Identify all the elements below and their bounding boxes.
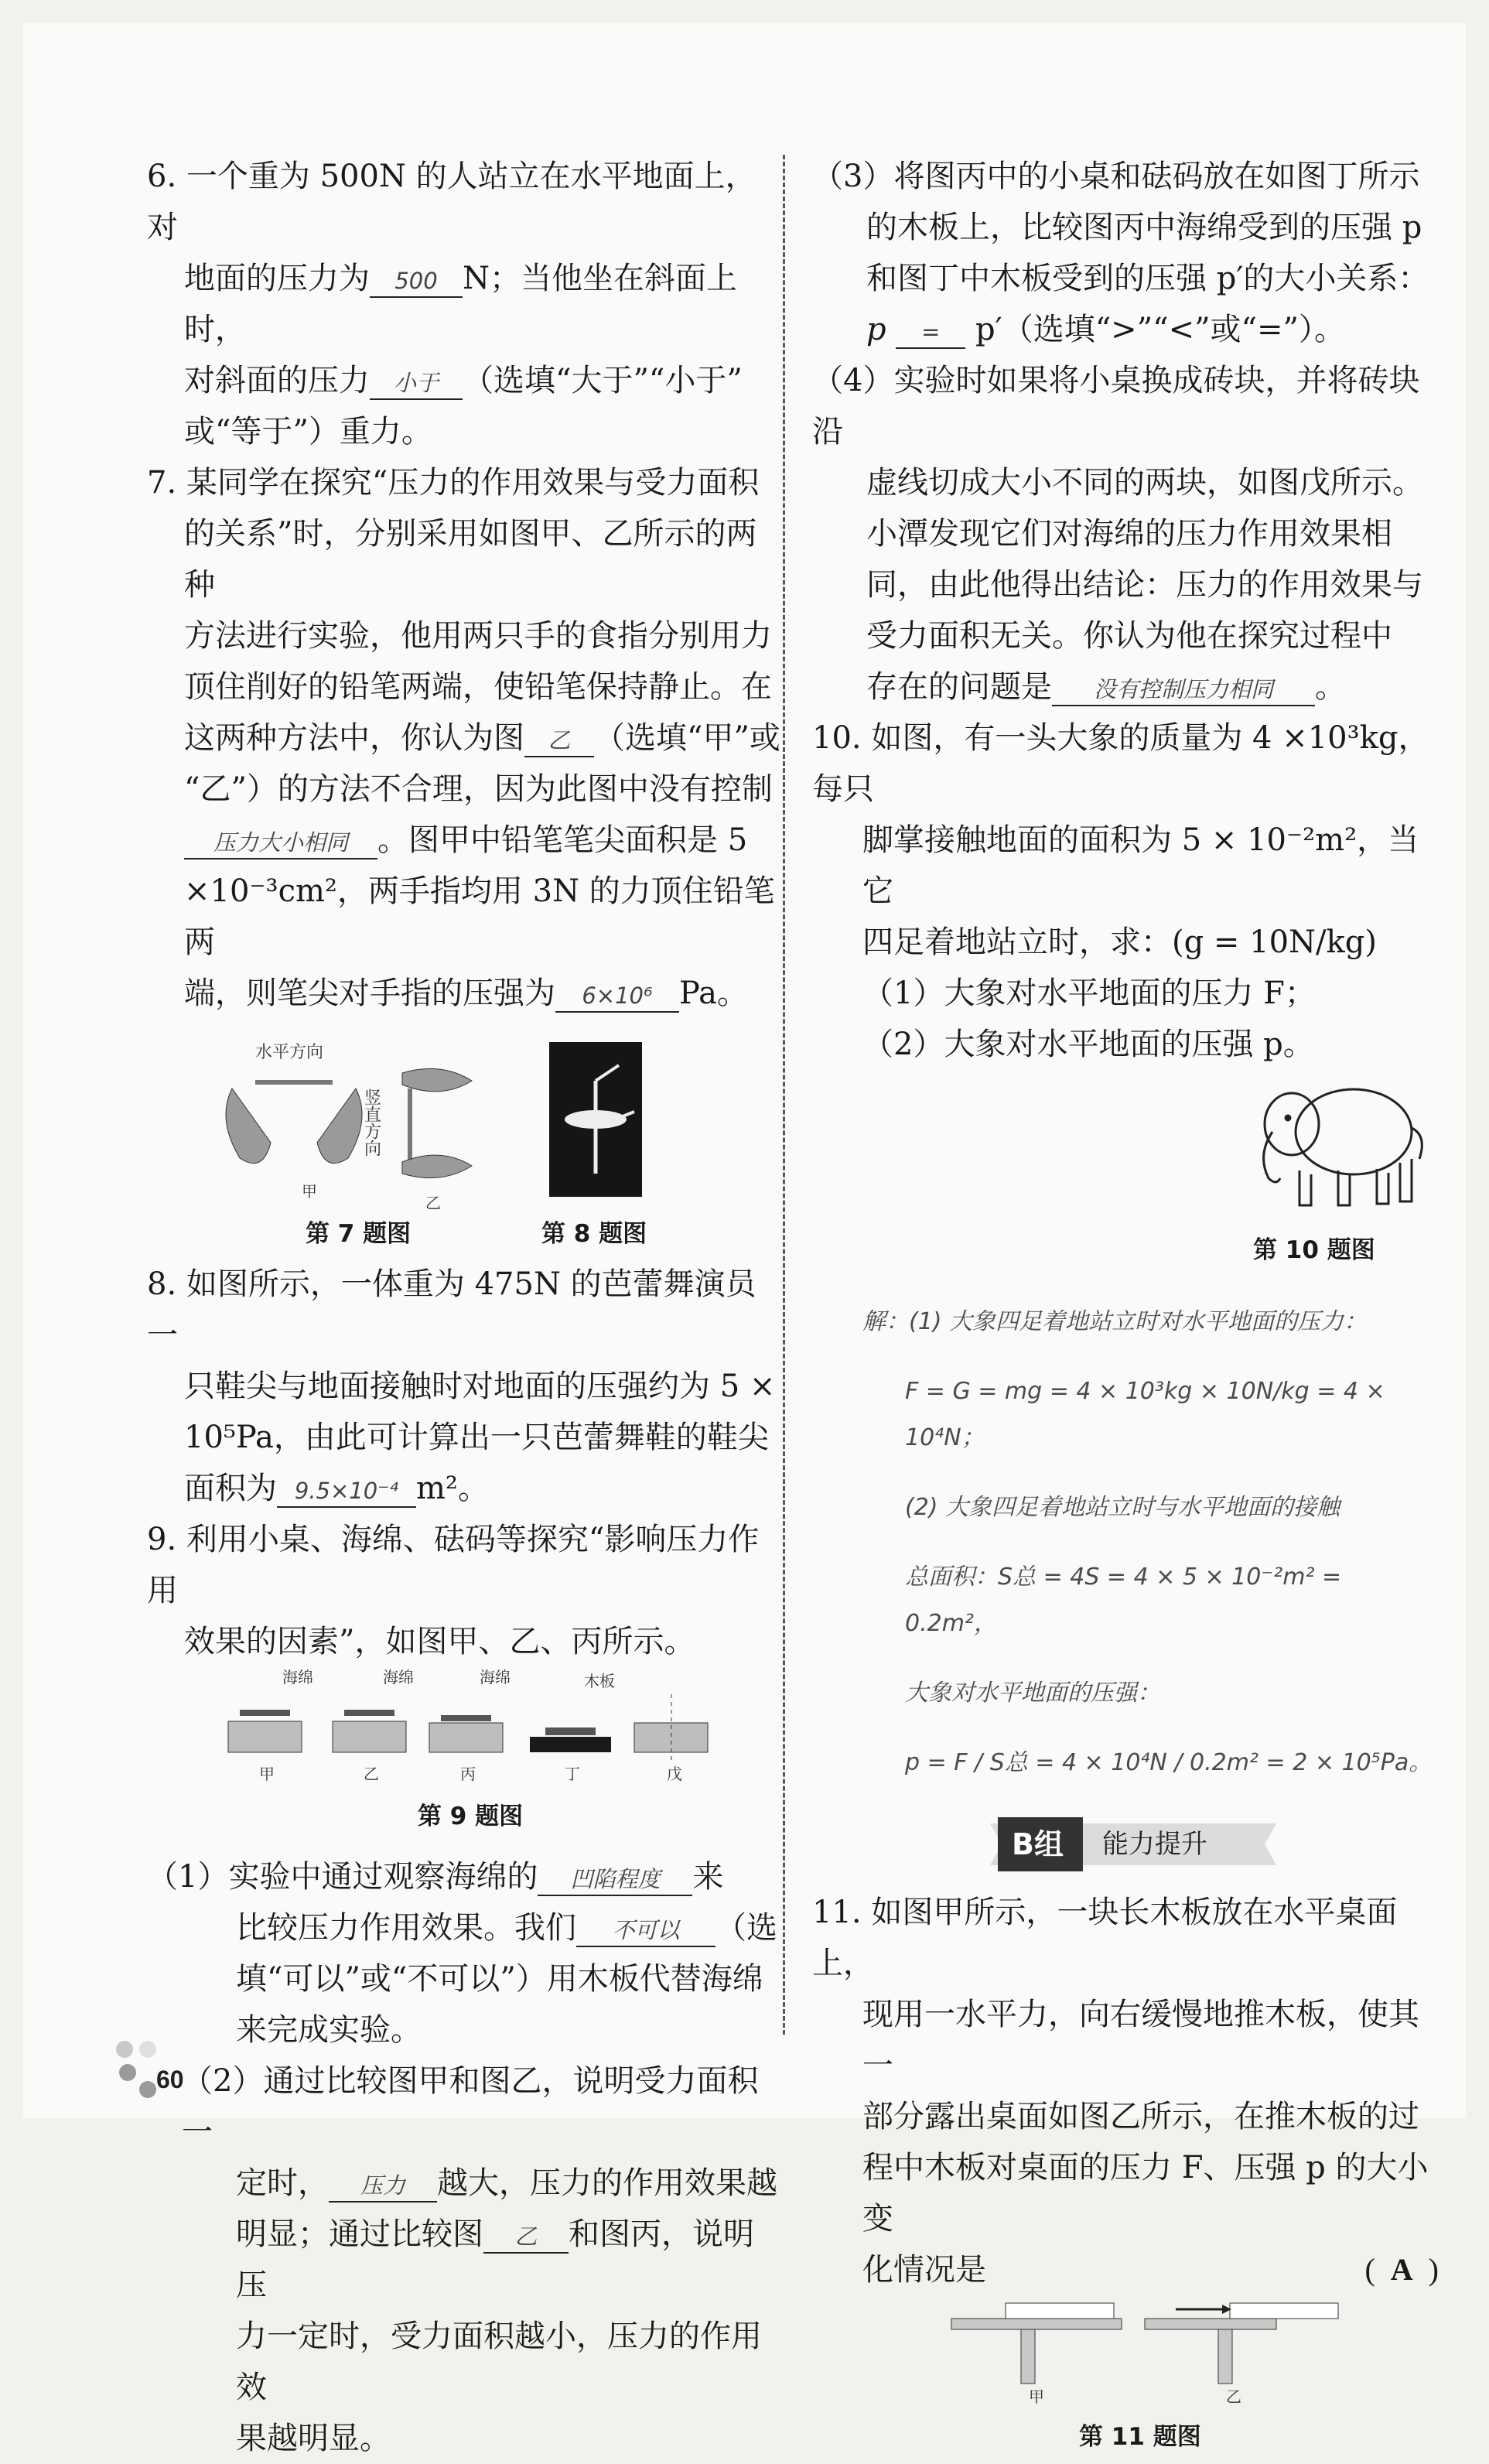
hand-left-icon (226, 1088, 271, 1164)
figure-11-illustration (812, 2295, 1439, 2404)
q9-answer-blank-5: = (896, 316, 965, 349)
hand-bottom-icon (402, 1155, 472, 1178)
q6-line: 6. 一个重为 500N 的人站立在水平地面上，对 (147, 159, 756, 245)
q6-line: 或“等于”）重力。 (184, 414, 432, 449)
q10-line: （2）大象对水平地面的压强 p。 (862, 1027, 1314, 1062)
table-yi (1145, 2319, 1276, 2329)
stool-yi (344, 1710, 394, 1716)
figure-9-illustration (147, 1667, 781, 1783)
q11-line: 程中木板对桌面的压力 F、压强 p 的大小变 (862, 2150, 1429, 2237)
fig9-label-sponge-1: 海绵 (282, 1668, 313, 1687)
q8-text: m²。 (416, 1471, 489, 1506)
caption-figure-9: 第 9 题图 (418, 1803, 524, 1830)
q9-answer-blank-6: 没有控制压力相同 (1052, 674, 1315, 706)
fig7-label-horizontal: 水平方向 (255, 1043, 324, 1062)
q8-answer-blank: 9.5×10⁻⁴ (277, 1475, 416, 1508)
q9-text: 存在的问题是 (866, 669, 1052, 705)
fig11-label-jia: 甲 (1029, 2387, 1044, 2404)
sponge-yi (333, 1721, 406, 1752)
q9-line: 和图丁中木板受到的压强 p′的大小关系： (866, 261, 1429, 296)
q6-answer-blank-1: 500 (370, 265, 463, 298)
caption-figure-7: 第 7 题图 (306, 1220, 412, 1248)
q9-line: 来完成实验。 (236, 2012, 422, 2048)
q7-line: 7. 某同学在探究“压力的作用效果与受力面积 (147, 465, 760, 501)
q8-line: 8. 如图所示，一体重为 475N 的芭蕾舞演员一 (147, 1266, 756, 1353)
q9-line: （4）实验时如果将小桌换成砖块，并将砖块沿 (812, 363, 1420, 449)
stool-jia (240, 1710, 290, 1716)
q9-line: 填“可以”或“不可以”）用木板代替海绵 (236, 1961, 763, 1997)
q9-line: 效果的因素”，如图甲、乙、丙所示。 (184, 1624, 695, 1659)
caption-figure-8: 第 8 题图 (541, 1220, 647, 1248)
q10-solution (812, 1299, 1439, 1786)
caption-figure-10: 第 10 题图 (1253, 1236, 1375, 1264)
q7-answer-blank-2: 压力大小相同 (184, 827, 377, 859)
q9-text: 定时， (236, 2165, 329, 2201)
column-divider (783, 155, 785, 2035)
question-8 (147, 1259, 781, 1514)
q11-answer: A (1390, 2252, 1413, 2287)
q9-text: 明显；通过比较图 (236, 2216, 483, 2252)
solution-line: 解：(1) 大象四足着地站立时对水平地面的压力： (862, 1308, 1368, 1335)
hand-top-icon (402, 1068, 472, 1092)
q9-answer-blank-4: 乙 (483, 2221, 569, 2254)
left-column (147, 151, 781, 2464)
section-b-banner (990, 1817, 1276, 1871)
fig11-label-yi: 乙 (1226, 2387, 1241, 2404)
q9-line: 的木板上，比较图丙中海绵受到的压强 p (866, 210, 1422, 245)
fig9-label-yi: 乙 (364, 1765, 379, 1783)
q9-answer-blank-1: 凹陷程度 (538, 1864, 692, 1896)
fig7-label-vertical: 竖直方向 (361, 1088, 381, 1157)
hex-decoration (116, 2041, 133, 2058)
q9-line: 9. 利用小桌、海绵、砝码等探究“影响压力作用 (147, 1522, 760, 1608)
question-9 (147, 1514, 781, 2464)
solution-line: 总面积：S总 = 4S = 4 × 5 × 10⁻²m² = 0.2m²， (905, 1563, 1342, 1637)
right-column (812, 151, 1439, 2462)
hex-decoration (139, 2081, 156, 2098)
figure-9 (147, 1667, 781, 1783)
q7-text: 端，则笔尖对手指的压强为 (184, 976, 555, 1011)
q11-line: 部分露出桌面如图乙所示，在推木板的过 (862, 2099, 1419, 2134)
q11-answer-bracket: ( A ) (1364, 2252, 1439, 2287)
q7-text: 。图甲中铅笔笔尖面积是 5 (377, 822, 748, 858)
q8-line: 10⁵Pa，由此可计算出一只芭蕾舞鞋的鞋尖 (184, 1420, 769, 1455)
stool-bing (441, 1715, 491, 1721)
caption-figure-11: 第 11 题图 (1079, 2423, 1201, 2451)
q9-answer-blank-3: 压力 (329, 2170, 437, 2203)
q6-text: 对斜面的压力 (184, 363, 370, 398)
solution-line: (2) 大象四足着地站立时与水平地面的接触 (905, 1494, 1340, 1521)
q9-text: 和图丙，说明压 (236, 2216, 754, 2303)
q9-line: 果越明显。 (236, 2421, 391, 2456)
q8-line: 只鞋尖与地面接触时对地面的压强约为 5 × (184, 1369, 776, 1404)
fig9-label-sponge-3: 海绵 (480, 1668, 511, 1687)
q9-line: （2）通过比较图甲和图乙，说明受力面积一 (182, 2063, 759, 2150)
figure-11 (812, 2295, 1439, 2404)
q9-line: 受力面积无关。你认为他在探究过程中 (866, 618, 1392, 654)
q7-answer-blank-1: 乙 (524, 725, 594, 757)
q9-line: 力一定时，受力面积越小，压力的作用效 (236, 2319, 762, 2405)
q6-text: N；当他坐在斜面上时， (184, 261, 737, 347)
fig9-label-bing: 丙 (460, 1765, 476, 1783)
q9-line: 同，由此他得出结论：压力的作用效果与 (866, 567, 1423, 603)
q9-text: p (866, 312, 886, 347)
q11-line: 现用一水平力，向右缓慢地推木板，使其一 (862, 1997, 1419, 2083)
board-ding (530, 1737, 611, 1752)
hex-decoration (119, 2064, 136, 2081)
q9-text: （1）实验中通过观察海绵的 (147, 1859, 538, 1895)
q7-answer-blank-3: 6×10⁶ (555, 980, 679, 1013)
solution-line: p = F / S总 = 4 × 10⁴N / 0.2m² = 2 × 10⁵Pa。 (905, 1749, 1433, 1776)
fig7-label-yi: 乙 (425, 1194, 441, 1212)
q7-text: 这两种方法中，你认为图 (184, 720, 524, 756)
fig9-label-ding: 丁 (565, 1765, 580, 1783)
figure-7-illustration (147, 1034, 781, 1243)
q9-line: 虚线切成大小不同的两块，如图戊所示。 (866, 465, 1423, 501)
q6-text: 地面的压力为 (184, 261, 370, 296)
q10-line: 四足着地站立时，求：(g = 10N/kg) (862, 924, 1377, 960)
q9-text: 比较压力作用效果。我们 (236, 1910, 576, 1946)
q7-line: ×10⁻³cm²，两手指均用 3N 的力顶住铅笔两 (184, 873, 775, 960)
q11-text: 化情况是 (862, 2252, 986, 2288)
q11-line: 11. 如图甲所示，一块长木板放在水平桌面上， (812, 1895, 1398, 1981)
page-number: 60 (156, 2066, 184, 2093)
sponge-jia (228, 1721, 302, 1752)
q9-text: 越大，压力的作用效果越 (437, 2165, 777, 2201)
q7-line: 方法进行实验，他用两只手的食指分别用力 (184, 618, 772, 654)
fig9-label-jia: 甲 (259, 1765, 275, 1783)
sponge-bing (429, 1723, 503, 1752)
q10-line: 脚掌接触地面的面积为 5 × 10⁻²m²，当它 (862, 822, 1419, 909)
q9-text: p′（选填“>”“<”或“=”）。 (975, 312, 1345, 347)
solution-line: 大象对水平地面的压强： (905, 1680, 1160, 1707)
board-yi (1230, 2303, 1338, 2319)
q8-text: 面积为 (184, 1471, 277, 1506)
q7-line: 顶住削好的铅笔两端，使铅笔保持静止。在 (184, 669, 772, 705)
table-jia (951, 2319, 1122, 2329)
q10-line: （1）大象对水平地面的压力 F； (862, 976, 1316, 1011)
q9-answer-blank-2: 不可以 (576, 1915, 715, 1947)
board-jia (1006, 2303, 1114, 2319)
fig9-label-sponge-2: 海绵 (383, 1668, 414, 1687)
elephant-illustration (812, 1070, 1439, 1225)
hex-decoration (139, 2041, 156, 2058)
figures-7-8 (147, 1034, 781, 1248)
question-11 (812, 1887, 1439, 2462)
q10-line: 10. 如图，有一头大象的质量为 4 ×10³kg，每只 (812, 720, 1429, 807)
section-b-badge: B组 (1012, 1827, 1064, 1861)
hand-right-icon (317, 1088, 362, 1164)
question-10 (812, 713, 1439, 1786)
fig7-label-jia: 甲 (302, 1182, 317, 1201)
q9-line: 小潭发现它们对海绵的压力作用效果相 (866, 516, 1392, 552)
q9-text: 来 (692, 1859, 724, 1895)
stool-ding (545, 1728, 596, 1735)
q7-line: 的关系”时，分别采用如图甲、乙所示的两种 (184, 516, 757, 603)
fig9-label-board: 木板 (584, 1672, 615, 1690)
figure-10 (812, 1070, 1439, 1225)
q7-line: “乙”）的方法不合理，因为此图中没有控制 (184, 771, 773, 807)
q7-text: （选填“甲”或 (594, 720, 780, 756)
question-6 (147, 151, 781, 457)
q9-line: （3）将图丙中的小桌和砝码放在如图丁所示 (812, 159, 1420, 194)
q9-text: （选 (715, 1910, 777, 1946)
section-b-title: 能力提升 (1102, 1829, 1207, 1860)
q6-answer-blank-2: 小于 (370, 367, 463, 400)
q7-text: Pa。 (679, 976, 748, 1011)
q6-text: （选填“大于”“小于” (463, 363, 743, 398)
elephant-icon (1264, 1089, 1422, 1205)
question-7 (147, 457, 781, 1019)
workbook-page (23, 23, 1466, 2456)
solution-line: F = G = mg = 4 × 10³kg × 10N/kg = 4 × 10⁴N； (905, 1378, 1385, 1451)
q9-text: 。 (1315, 669, 1346, 705)
fig9-label-wu: 戊 (667, 1765, 682, 1783)
